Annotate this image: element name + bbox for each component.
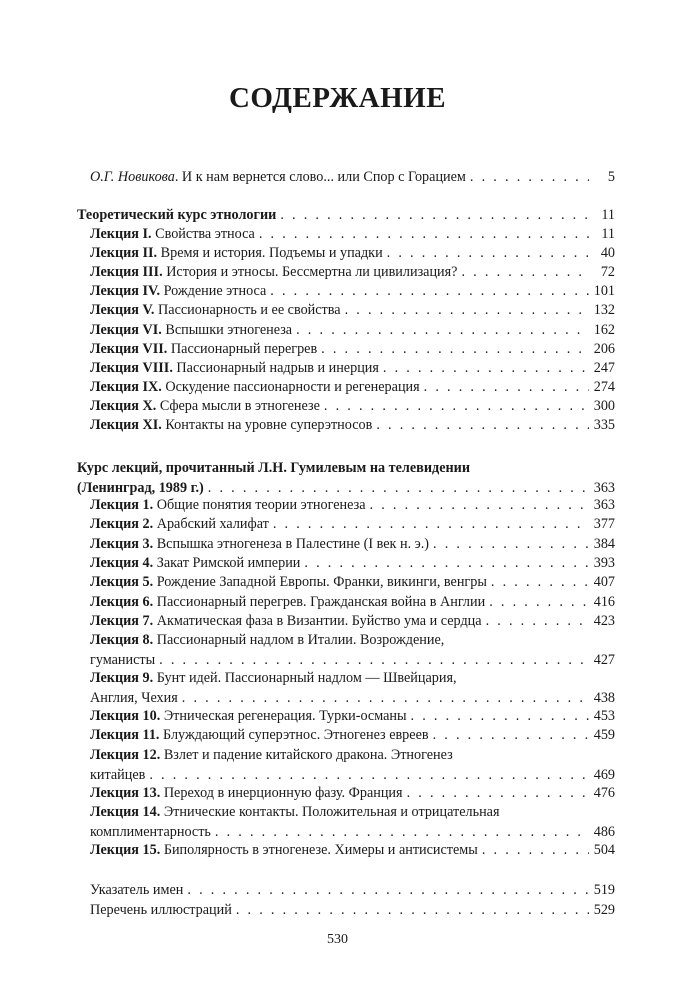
page-number: 247: [593, 359, 615, 376]
leader-dots: [280, 205, 589, 225]
toc-entry: [90, 396, 615, 416]
leader-dots: [433, 534, 589, 554]
page-number: 416: [593, 593, 615, 610]
toc-entry: [90, 592, 615, 612]
page-number: 486: [593, 824, 615, 840]
leader-dots: [387, 243, 589, 263]
lecture-number: Лекция 5.: [90, 574, 154, 591]
page-number: 300: [593, 397, 615, 414]
lecture-number: Лекция 8.: [90, 632, 154, 649]
entry-title: Пассионарный надрыв и инерция: [172, 359, 379, 376]
page-number: 40: [600, 245, 615, 262]
leader-dots: [486, 611, 589, 631]
toc-entry: [90, 534, 615, 554]
part2-heading: [77, 458, 615, 498]
page-number: 469: [593, 766, 615, 783]
entry-title: Блуждающий суперэтнос. Этногенез евреев: [159, 727, 429, 744]
preface-author: О.Г. Новикова: [90, 169, 175, 185]
page-number: 11: [601, 207, 615, 223]
leader-dots: [491, 572, 589, 592]
leader-dots: [383, 358, 589, 378]
entry-title: Этническая регенерация. Турки-османы: [160, 708, 407, 725]
entry-title-continued: гуманисты: [90, 652, 156, 669]
leader-dots: [182, 688, 589, 708]
entry-title: Вспышки этногенеза: [161, 321, 293, 338]
leader-dots: [370, 495, 590, 515]
leader-dots: [215, 822, 589, 842]
leader-dots: [345, 300, 589, 320]
entry-title: Свойства этноса: [151, 226, 255, 242]
page-number: 529: [593, 901, 615, 918]
lecture-number: Лекция 6.: [90, 593, 154, 610]
preface-entry: [90, 167, 615, 187]
section-title: Теоретический курс этнологии: [77, 207, 277, 223]
lecture-number: Лекция I.: [90, 226, 152, 242]
entry-title: Биполярность в этногенезе. Химеры и антисистемы: [160, 842, 478, 858]
page-number: 5: [607, 169, 615, 185]
entry-title: Арабский халифат: [153, 516, 269, 533]
lecture-number: Лекция 11.: [90, 727, 160, 744]
toc-entry: [90, 553, 615, 573]
entry-title: Бунт идей. Пассионарный надлом — Швейцария,: [153, 670, 457, 687]
lecture-number: Лекция 4.: [90, 554, 154, 571]
lecture-number: Лекция XI.: [90, 417, 162, 433]
lecture-number: Лекция VII.: [90, 340, 168, 357]
lecture-number: Лекция 3.: [90, 535, 154, 552]
toc-entry: [90, 668, 615, 708]
page-number: 72: [600, 264, 615, 281]
toc-entry: [90, 358, 615, 378]
toc-entry: [90, 495, 615, 515]
leader-dots: [149, 765, 589, 785]
toc-entry: [90, 514, 615, 534]
leader-dots: [407, 783, 589, 803]
leader-dots: [273, 514, 589, 534]
lecture-number: Лекция IV.: [90, 283, 161, 300]
leader-dots: [424, 377, 589, 397]
entry-title: История и этносы. Бессмертна ли цивилизация?: [162, 264, 458, 281]
toc-entry: [90, 802, 615, 842]
page-number: 427: [593, 652, 615, 669]
lecture-number: Лекция 14.: [90, 804, 161, 820]
entry-title: Сфера мысли в этногенезе: [156, 397, 320, 414]
leader-dots: [236, 900, 589, 920]
toc-entry: [90, 224, 615, 244]
leader-dots: [470, 167, 589, 187]
leader-dots: [461, 262, 589, 282]
toc-entry: [90, 320, 615, 340]
toc-entry: [90, 900, 615, 920]
entry-title-continued: китайцев: [90, 766, 146, 783]
page-folio: 530: [327, 932, 348, 947]
lecture-number: Лекция 2.: [90, 516, 154, 533]
page-number: 132: [593, 302, 615, 319]
leader-dots: [376, 415, 589, 435]
page-number: 363: [593, 480, 615, 496]
toc-entry: [90, 572, 615, 592]
page-number: 519: [593, 882, 615, 898]
leader-dots: [321, 339, 589, 359]
page-number: 335: [593, 417, 615, 433]
lecture-number: Лекция VI.: [90, 321, 162, 338]
page-number: 274: [593, 378, 615, 395]
page-number: 504: [593, 842, 615, 858]
entry-title: Рождение Западной Европы. Франки, викинги, венгры: [153, 574, 487, 591]
page-number: 459: [593, 727, 615, 744]
entry-title: Пассионарный перегрев. Гражданская война в Англии: [153, 593, 486, 610]
entry-title-continued: Англия, Чехия: [90, 690, 178, 707]
leader-dots: [324, 396, 589, 416]
entry-title-continued: комплиментарность: [90, 824, 211, 840]
lecture-number: Лекция VIII.: [90, 359, 173, 376]
lecture-number: Лекция 15.: [90, 842, 161, 858]
page-number: 11: [601, 226, 615, 242]
entry-title: Переход в инерционную фазу. Франция: [160, 784, 403, 801]
toc-entry: [90, 706, 615, 726]
page-number: 438: [593, 690, 615, 707]
lecture-number: Лекция III.: [90, 264, 163, 281]
entry-title: Общие понятия теории этногенеза: [153, 497, 366, 513]
page-number: 377: [593, 516, 615, 533]
part1-heading: [77, 205, 615, 225]
section-subtitle: (Ленинград, 1989 г.): [77, 480, 204, 496]
lecture-number: Лекция IX.: [90, 378, 162, 395]
toc-entry: [90, 339, 615, 359]
lecture-number: Лекция 1.: [90, 497, 154, 513]
lecture-number: Лекция II.: [90, 245, 158, 262]
entry-title: Пассионарный перегрев: [167, 340, 318, 357]
entry-title: Акматическая фаза в Византии. Буйство ума и сердца: [153, 612, 482, 629]
entry-title: Оскудение пассионарности и регенерация: [161, 378, 420, 395]
page-number: 206: [593, 340, 615, 357]
page-number: 162: [593, 321, 615, 338]
leader-dots: [433, 725, 589, 745]
entry-title: Этнические контакты. Положительная и отрицательная: [160, 804, 500, 820]
page-number: 407: [593, 574, 615, 591]
entry-title: Указатель имен: [90, 882, 184, 898]
leader-dots: [304, 553, 589, 573]
lecture-number: Лекция 7.: [90, 612, 154, 629]
page-number: 363: [593, 497, 615, 513]
toc-entry: [90, 745, 615, 785]
lecture-number: Лекция X.: [90, 397, 157, 414]
toc-entry: [90, 262, 615, 282]
lecture-number: Лекция 12.: [90, 746, 161, 763]
entry-title: Рождение этноса: [160, 283, 267, 300]
toc-entry: [90, 725, 615, 745]
entry-title: Пассионарность и ее свойства: [154, 302, 341, 319]
page-number: 423: [593, 612, 615, 629]
leader-dots: [259, 224, 589, 244]
leader-dots: [411, 706, 589, 726]
leader-dots: [489, 592, 589, 612]
lecture-number: Лекция V.: [90, 302, 155, 319]
page-number: 384: [593, 535, 615, 552]
page-number: 476: [593, 784, 615, 801]
toc-entry: [90, 630, 615, 670]
lecture-number: Лекция 10.: [90, 708, 161, 725]
entry-title: Взлет и падение китайского дракона. Этногенез: [160, 746, 453, 763]
preface-title: . И к нам вернется слово... или Спор с Горацием: [174, 169, 466, 185]
page-number: 453: [593, 708, 615, 725]
toc-entry: [90, 377, 615, 397]
toc-entry: [90, 880, 615, 900]
entry-title: Перечень иллюстраций: [90, 901, 232, 918]
page-number: 393: [593, 554, 615, 571]
toc-entry: [90, 611, 615, 631]
lecture-number: Лекция 9.: [90, 670, 154, 687]
leader-dots: [482, 840, 589, 860]
entry-title: Контакты на уровне суперэтносов: [161, 417, 373, 433]
entry-title: Закат Римской империи: [153, 554, 301, 571]
page-title: СОДЕРЖАНИЕ: [228, 82, 447, 114]
toc-entry: [90, 300, 615, 320]
entry-title: Время и история. Подъемы и упадки: [157, 245, 383, 262]
toc-entry: [90, 415, 615, 435]
section-title: Курс лекций, прочитанный Л.Н. Гумилевым на телевидении: [77, 460, 471, 476]
leader-dots: [187, 880, 589, 900]
page-number: 101: [593, 283, 615, 300]
toc-entry: [90, 783, 615, 803]
entry-title: Пассионарный надлом в Италии. Возрождение,: [153, 632, 445, 649]
lecture-number: Лекция 13.: [90, 784, 161, 801]
toc-entry: [90, 243, 615, 263]
leader-dots: [296, 320, 589, 340]
toc-entry: [90, 281, 615, 301]
leader-dots: [159, 650, 589, 670]
toc-entry: [90, 840, 615, 860]
leader-dots: [270, 281, 589, 301]
entry-title: Вспышка этногенеза в Палестине (I век н. э.): [153, 535, 430, 552]
